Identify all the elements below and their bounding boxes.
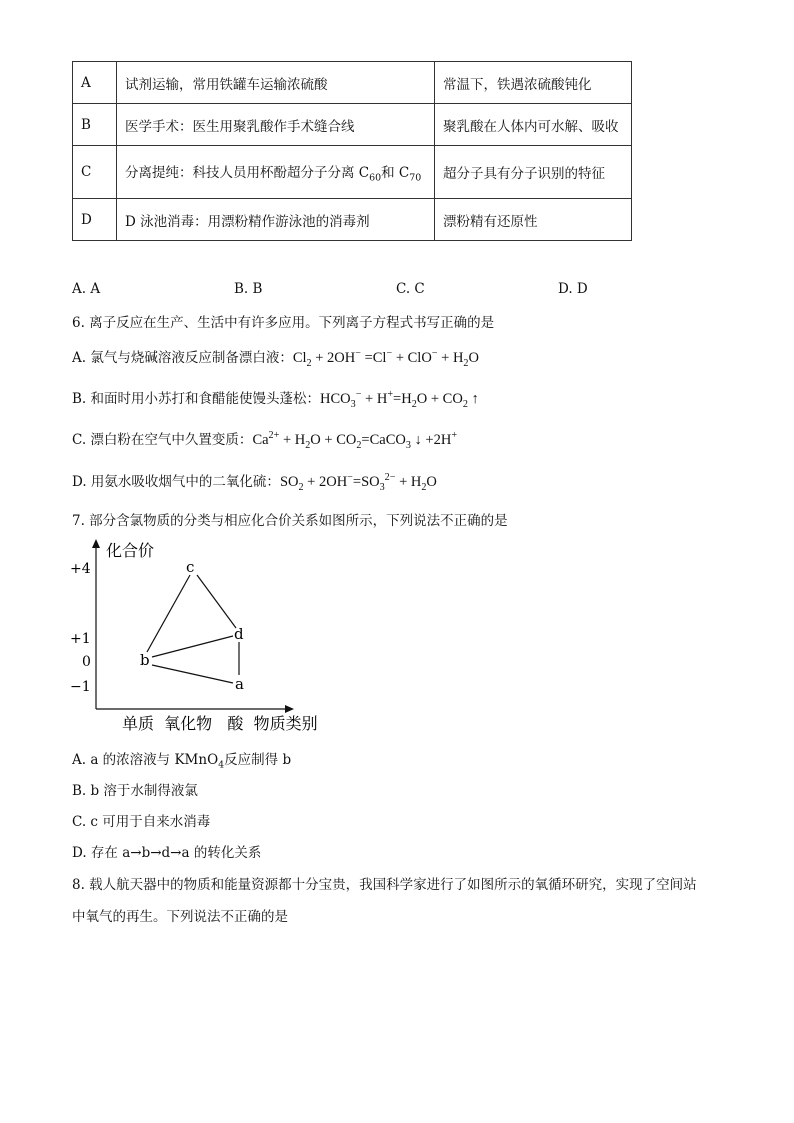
point-label-c: c	[186, 558, 195, 576]
options-table	[72, 61, 632, 241]
row-reason: 超分子具有分子识别的特征	[435, 146, 632, 199]
q7-stem: 7. 部分含氯物质的分类与相应化合价关系如图所示，下列说法不正确的是	[72, 513, 508, 529]
table-row	[73, 62, 632, 104]
q6-option-d: D. 用氨水吸收烟气中的二氧化硫：$SO_2 + 2OH^-=SO_3^{2-} + H_2O$	[72, 472, 437, 493]
row-letter: C	[73, 146, 117, 199]
y-tick-zero: 0	[82, 654, 91, 670]
edge-c-d	[197, 575, 236, 628]
q6-option-b: B. 和面时用小苏打和食醋能使馒头蓬松：$HCO_3^- + H^+=H_2O + CO_2$ ↑	[72, 389, 479, 410]
edge-b-c	[147, 575, 190, 652]
table-row	[73, 146, 632, 199]
point-label-a: a	[235, 675, 244, 693]
q6-stem: 6. 离子反应在生产、生活中有许多应用。下列离子方程式书写正确的是	[72, 315, 495, 331]
y-tick-plus4: +4	[70, 561, 91, 577]
q6-option-a: A. 氯气与烧碱溶液反应制备漂白液：$Cl_2 + 2OH^- =Cl^- + ClO^- + H_2O$	[72, 348, 479, 369]
choice-a: A. A	[72, 281, 101, 297]
valence-diagram	[60, 535, 360, 740]
row-letter: B	[73, 104, 117, 146]
row-application: 医学手术：医生用聚乳酸作手术缝合线	[117, 104, 435, 146]
q7-option-c: C. c 可用于自来水消毒	[72, 814, 211, 830]
choice-b: B. B	[234, 281, 263, 297]
y-axis-arrow	[92, 539, 100, 548]
y-tick-plus1: +1	[70, 631, 91, 647]
q7-option-d: D. 存在 a→b→d→a 的转化关系	[72, 845, 262, 861]
choice-c: C. C	[396, 281, 425, 297]
row-application: 分离提纯：科技人员用杯酚超分子分离 $C_{60}$和 $C_{70}$	[117, 146, 435, 199]
edge-b-d	[152, 636, 233, 657]
x-axis-label: 单质 氧化物 酸 物质类别	[122, 714, 318, 733]
row-application: 试剂运输，常用铁罐车运输浓硫酸	[117, 62, 435, 104]
row-letter: D	[73, 199, 117, 241]
q8-stem-line1: 8. 载人航天器中的物质和能量资源都十分宝贵，我国科学家进行了如图所示的氧循环研究，实现了空间站	[72, 877, 697, 893]
y-tick-minus1: −1	[70, 679, 91, 695]
table-row	[73, 104, 632, 146]
q7-option-a: A. a 的浓溶液与 KMnO$_4$反应制得 b	[72, 752, 292, 771]
point-label-b: b	[140, 651, 150, 669]
q7-option-b: B. b 溶于水制得液氯	[72, 783, 198, 799]
row-reason: 聚乳酸在人体内可水解、吸收	[435, 104, 632, 146]
q8-stem-line2: 中氧气的再生。下列说法不正确的是	[72, 909, 288, 925]
choice-d: D. D	[558, 281, 588, 297]
table-row	[73, 199, 632, 241]
row-application: D 泳池消毒：用漂粉精作游泳池的消毒剂	[117, 199, 435, 241]
x-axis-arrow	[285, 705, 294, 713]
row-letter: A	[73, 62, 117, 104]
row-reason: 常温下，铁遇浓硫酸钝化	[435, 62, 632, 104]
edge-b-a	[152, 665, 233, 683]
y-axis-label: 化合价	[106, 541, 155, 560]
q6-option-c: C. 漂白粉在空气中久置变质：$Ca^{2+} + H_2O$ + $CO_2=CaCO_3$ ↓ +2H+	[72, 430, 458, 451]
point-label-d: d	[234, 625, 244, 643]
row-reason: 漂粉精有还原性	[435, 199, 632, 241]
